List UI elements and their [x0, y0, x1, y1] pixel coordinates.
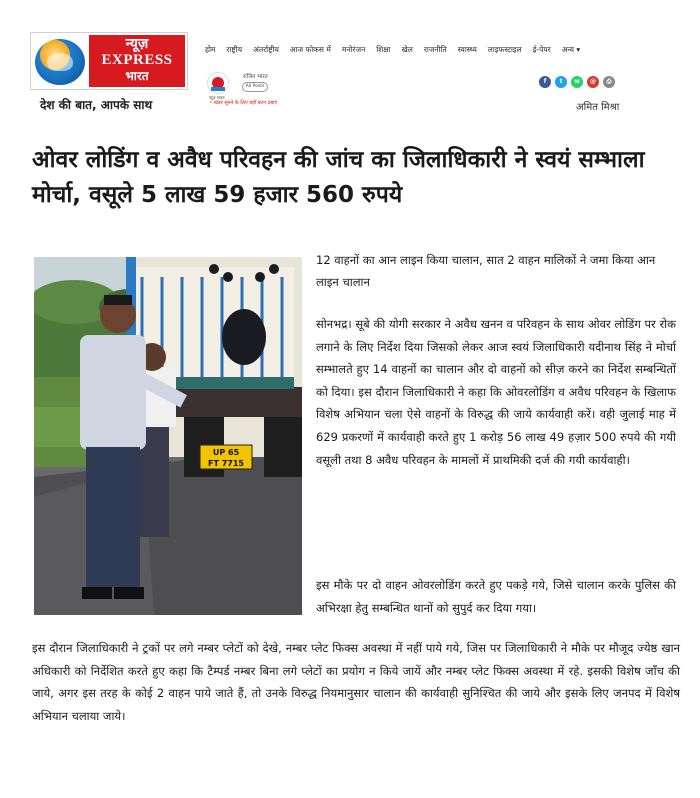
nav-item-sports[interactable]: खेल — [401, 45, 413, 54]
article-paragraph: सोनभद्र। सूबे की योगी सरकार ने अवैध खनन व परिवहन के साथ ओवर लोडिंग पर रोक लगाने के लिए निर्देश दिया जिसको लेकर आज स्वयं जिलाधिकारी यदीनाथ सिंह ने मोर्चा सम्भालते हुए 14 वाहनों का चालान और दो वाहनों को सीज़ करने का निर्देश सम्बन्धितों को दिया। इस दौरान जिलाधिकारी ने कहा कि ओवरलोडिंग व अवैध परिवहन के खिलाफ विशेष अभियान चला ऐसे वाहनों के विरुद्ध की जाये कार्यवाही करें। वही जुलाई माह में 629 प्रकरणों में कार्यवाही करते हुए 1 करोड़ 56 लाख 49 हज़ार 500 रुपये की गयी वसूली तथा 8 अवैध परिवहन के मामलों में प्राथमिकी दर्ज की गयी कार्यवाही। — [316, 317, 676, 467]
nav-item-focus[interactable]: आज फोकस में — [289, 45, 331, 54]
mail-icon[interactable]: @ — [587, 76, 599, 88]
svg-text:FT 7715: FT 7715 — [208, 459, 244, 468]
nav-item-health[interactable]: स्वास्थ्य — [457, 45, 477, 54]
share-bar — [539, 76, 615, 88]
article-paragraph: इस दौरान जिलाधिकारी ने ट्रकों पर लगे नम्बर प्लेटों को देखे, नम्बर प्लेट फिक्स अवस्था में नहीं पाये गये, जिस पर जिलाधिकारी ने मौके पर मौजूद ज्येष्ठ खान अधिकारी को निर्देशित करते हुए कहा कि टैम्पर्ड नम्बर बिना लगे प्लेटों का प्रयोग न किये जायें और नम्बर प्लेट फिक्स अवस्था में रहे. इसकी विशेष जाँच की जाये, अगर इस तरह के कोई 2 वाहन पाये जाते हैं, तो उनके विरुद्ध नियमानुसार चालान की कार्यवाही सुनिश्चित की जाये और इसके लिए जनपद में विशेष अभियान चलाया जाये। — [32, 641, 680, 723]
main-nav — [205, 45, 580, 55]
avatar-label: न्यूज़ भारत — [209, 95, 225, 100]
article-paragraph: इस मौके पर दो वाहन ओवरलोडिंग करते हुए पकड़े गये, जिसे चालान करके पुलिस की अभिरक्षा हेतु सम्बन्धित थानों को सुपुर्द कर दिया गया। — [316, 578, 676, 615]
photo-illustration — [34, 257, 302, 615]
nav-item-entertainment[interactable]: मनोरंजन — [341, 45, 366, 54]
avatar[interactable] — [207, 72, 229, 94]
listen-notice[interactable] — [209, 100, 277, 106]
site-tagline: देश की बात, आपके साथ — [40, 98, 153, 112]
whatsapp-icon[interactable]: w — [571, 76, 583, 88]
facebook-icon[interactable]: f — [539, 76, 551, 88]
logo-line3: भारत — [125, 69, 149, 83]
logo-badge — [89, 35, 185, 87]
logo-line1: न्यूज़ — [125, 36, 149, 52]
notice-bullet: • — [209, 100, 213, 106]
author-box — [207, 68, 357, 108]
nav-item-home[interactable]: होम — [205, 45, 216, 54]
article-lead: 12 वाहनों का आन लाइन किया चालान, सात 2 वाहन मालिकों ने जमा किया आन लाइन चालान — [316, 253, 656, 289]
nav-item-lifestyle[interactable]: लाइफस्टाइल — [487, 45, 522, 54]
nav-item-epaper[interactable]: ई-पेपर — [532, 45, 551, 54]
nav-item-more[interactable]: अन्य ▾ — [561, 45, 581, 54]
globe-icon — [35, 39, 85, 85]
byline: अमित मिश्रा — [576, 102, 620, 113]
nav-item-national[interactable]: राष्ट्रीय — [226, 45, 243, 54]
nav-item-education[interactable]: शिक्षा — [376, 45, 391, 54]
article-photo — [34, 257, 302, 615]
site-logo[interactable] — [30, 32, 188, 90]
article-headline: ओवर लोडिंग व अवैध परिवहन की जांच का जिलाधिकारी ने स्वयं सम्भाला मोर्चा, वसूले 5 लाख 59 हजार 560 रुपये — [32, 147, 645, 208]
nav-item-international[interactable]: अंतर्राष्ट्रीय — [253, 45, 279, 54]
svg-text:UP 65: UP 65 — [212, 448, 240, 457]
all-posts-button[interactable]: All Posts — [242, 82, 268, 92]
twitter-icon[interactable]: t — [555, 76, 567, 88]
nav-item-politics[interactable]: राजनीति — [423, 45, 447, 54]
print-icon[interactable]: ⎙ — [603, 76, 615, 88]
author-name[interactable]: राजित भारत — [243, 74, 268, 80]
notice-text: खबर सुनने के लिए यहाँ बटन दबाएं — [213, 100, 278, 106]
logo-line2: EXPRESS — [101, 52, 173, 68]
